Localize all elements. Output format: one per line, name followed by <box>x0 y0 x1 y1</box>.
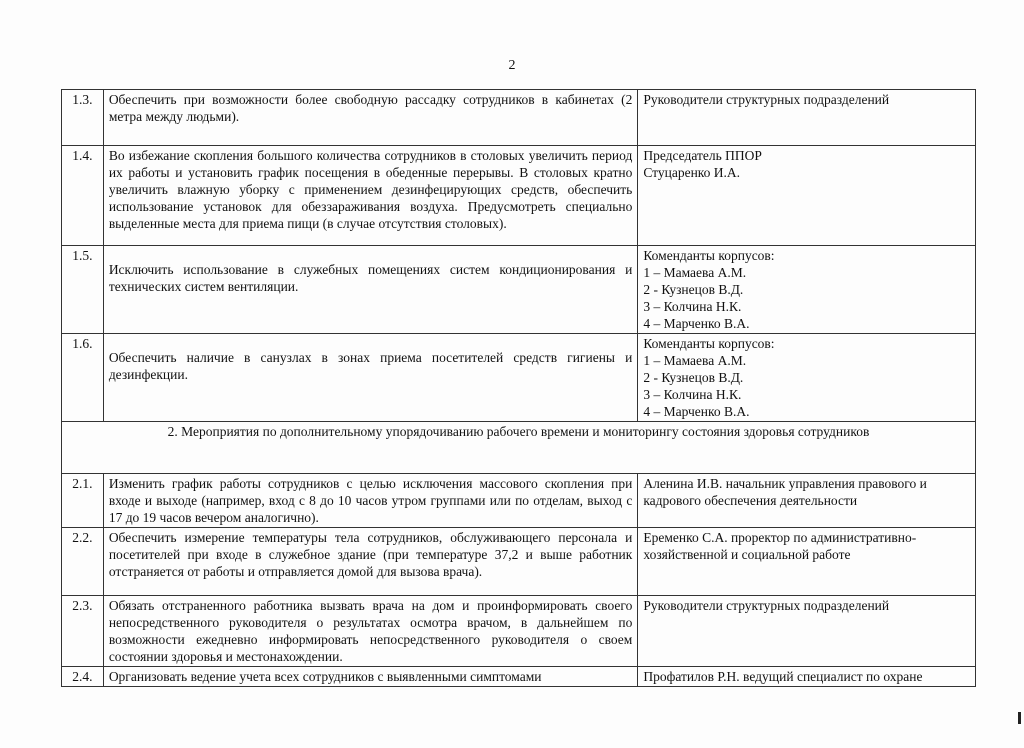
responsible-cell <box>638 474 976 528</box>
responsible-line: 2 - Кузнецов В.Д. <box>643 282 744 297</box>
responsible-cell <box>638 90 976 146</box>
responsible-line: 4 – Марченко В.А. <box>643 316 750 331</box>
responsible-line: Коменданты корпусов: <box>643 248 775 263</box>
responsible-line: Председатель ППОР <box>643 148 762 163</box>
section-title: 2. Мероприятия по дополнительному упорядочиванию рабочего времени и мониторингу состояния здоровья сотрудников <box>62 422 976 474</box>
task-text: Организовать ведение учета всех сотрудников с выявленными симптомами <box>103 667 638 687</box>
responsible-cell <box>638 334 976 422</box>
task-text: Обеспечить при возможности более свободную рассадку сотрудников в кабинетах (2 метра между людьми). <box>103 90 638 146</box>
row-number: 2.3. <box>62 596 104 667</box>
responsible-line: Коменданты корпусов: <box>643 336 775 351</box>
task-text-content: Исключить использование в служебных помещениях систем кондиционирования и технических систем вентиляции. <box>108 262 633 294</box>
measures-table <box>61 89 976 687</box>
responsible-cell <box>638 246 976 334</box>
responsible-line: Стуцаренко И.А. <box>643 165 741 180</box>
table-row <box>62 246 976 334</box>
task-text: Обеспечить измерение температуры тела сотрудников, обслуживающего персонала и посетителей при входе в служебное здание (при температуре 37,2 и выше работник отстраняется от работы и отправляется домой для вызова врача). <box>103 528 638 596</box>
responsible-line: 3 – Колчина Н.К. <box>643 387 742 402</box>
table-row <box>62 667 976 687</box>
row-number: 1.4. <box>62 146 104 246</box>
row-number: 2.4. <box>62 667 104 687</box>
task-text <box>103 334 638 422</box>
responsible-cell <box>638 596 976 667</box>
responsible-cell <box>638 667 976 687</box>
responsible-line: 3 – Колчина Н.К. <box>643 299 742 314</box>
row-number: 1.6. <box>62 334 104 422</box>
section-row <box>62 422 976 474</box>
table-row <box>62 474 976 528</box>
table-row <box>62 596 976 667</box>
row-number: 1.5. <box>62 246 104 334</box>
task-text-content: Обеспечить наличие в санузлах в зонах приема посетителей средств гигиены и дезинфекции. <box>108 350 633 382</box>
table-row <box>62 334 976 422</box>
row-number: 2.1. <box>62 474 104 528</box>
row-number: 1.3. <box>62 90 104 146</box>
responsible-cell <box>638 528 976 596</box>
responsible-line: Еременко С.А. проректор по административно-хозяйственной и социальной работе <box>643 530 917 562</box>
responsible-line: 1 – Мамаева А.М. <box>643 353 747 368</box>
responsible-line: 2 - Кузнецов В.Д. <box>643 370 744 385</box>
task-text: Обязать отстраненного работника вызвать врача на дом и проинформировать своего непосредственного руководителя о результатах осмотра врачом, в дальнейшем по возможности ежедневно информировать непосредственного руководителя о своем состоянии здоровья и местонахождении. <box>103 596 638 667</box>
table-row <box>62 528 976 596</box>
responsible-line: 4 – Марченко В.А. <box>643 404 750 419</box>
task-text <box>103 246 638 334</box>
task-text: Изменить график работы сотрудников с целью исключения массового скопления при входе и выходе (например, вход с 8 до 10 часов утром группами или по отделам, выход с 17 до 19 часов вечером аналогично). <box>103 474 638 528</box>
responsible-line: Аленина И.В. начальник управления правового и кадрового обеспечения деятельности <box>643 476 927 508</box>
responsible-line: 1 – Мамаева А.М. <box>643 265 747 280</box>
responsible-line: Руководители структурных подразделений <box>643 598 890 613</box>
task-text: Во избежание скопления большого количества сотрудников в столовых увеличить период их работы и установить график посещения в обеденные перерывы. В столовых кратно увеличить влажную уборку с применением дезинфецирующих средств, обеспечить использование установок для обеззараживания воздуха. Предусмотреть специально выделенные места для приема пищи (в случае отсутствия столовых). <box>103 146 638 246</box>
page-number: 2 <box>508 58 516 73</box>
table-row <box>62 146 976 246</box>
scan-edge-mark <box>1018 712 1021 724</box>
responsible-line: Руководители структурных подразделений <box>643 92 890 107</box>
responsible-cell <box>638 146 976 246</box>
responsible-line: Профатилов Р.Н. ведущий специалист по охране <box>643 669 923 684</box>
row-number: 2.2. <box>62 528 104 596</box>
table-row <box>62 90 976 146</box>
